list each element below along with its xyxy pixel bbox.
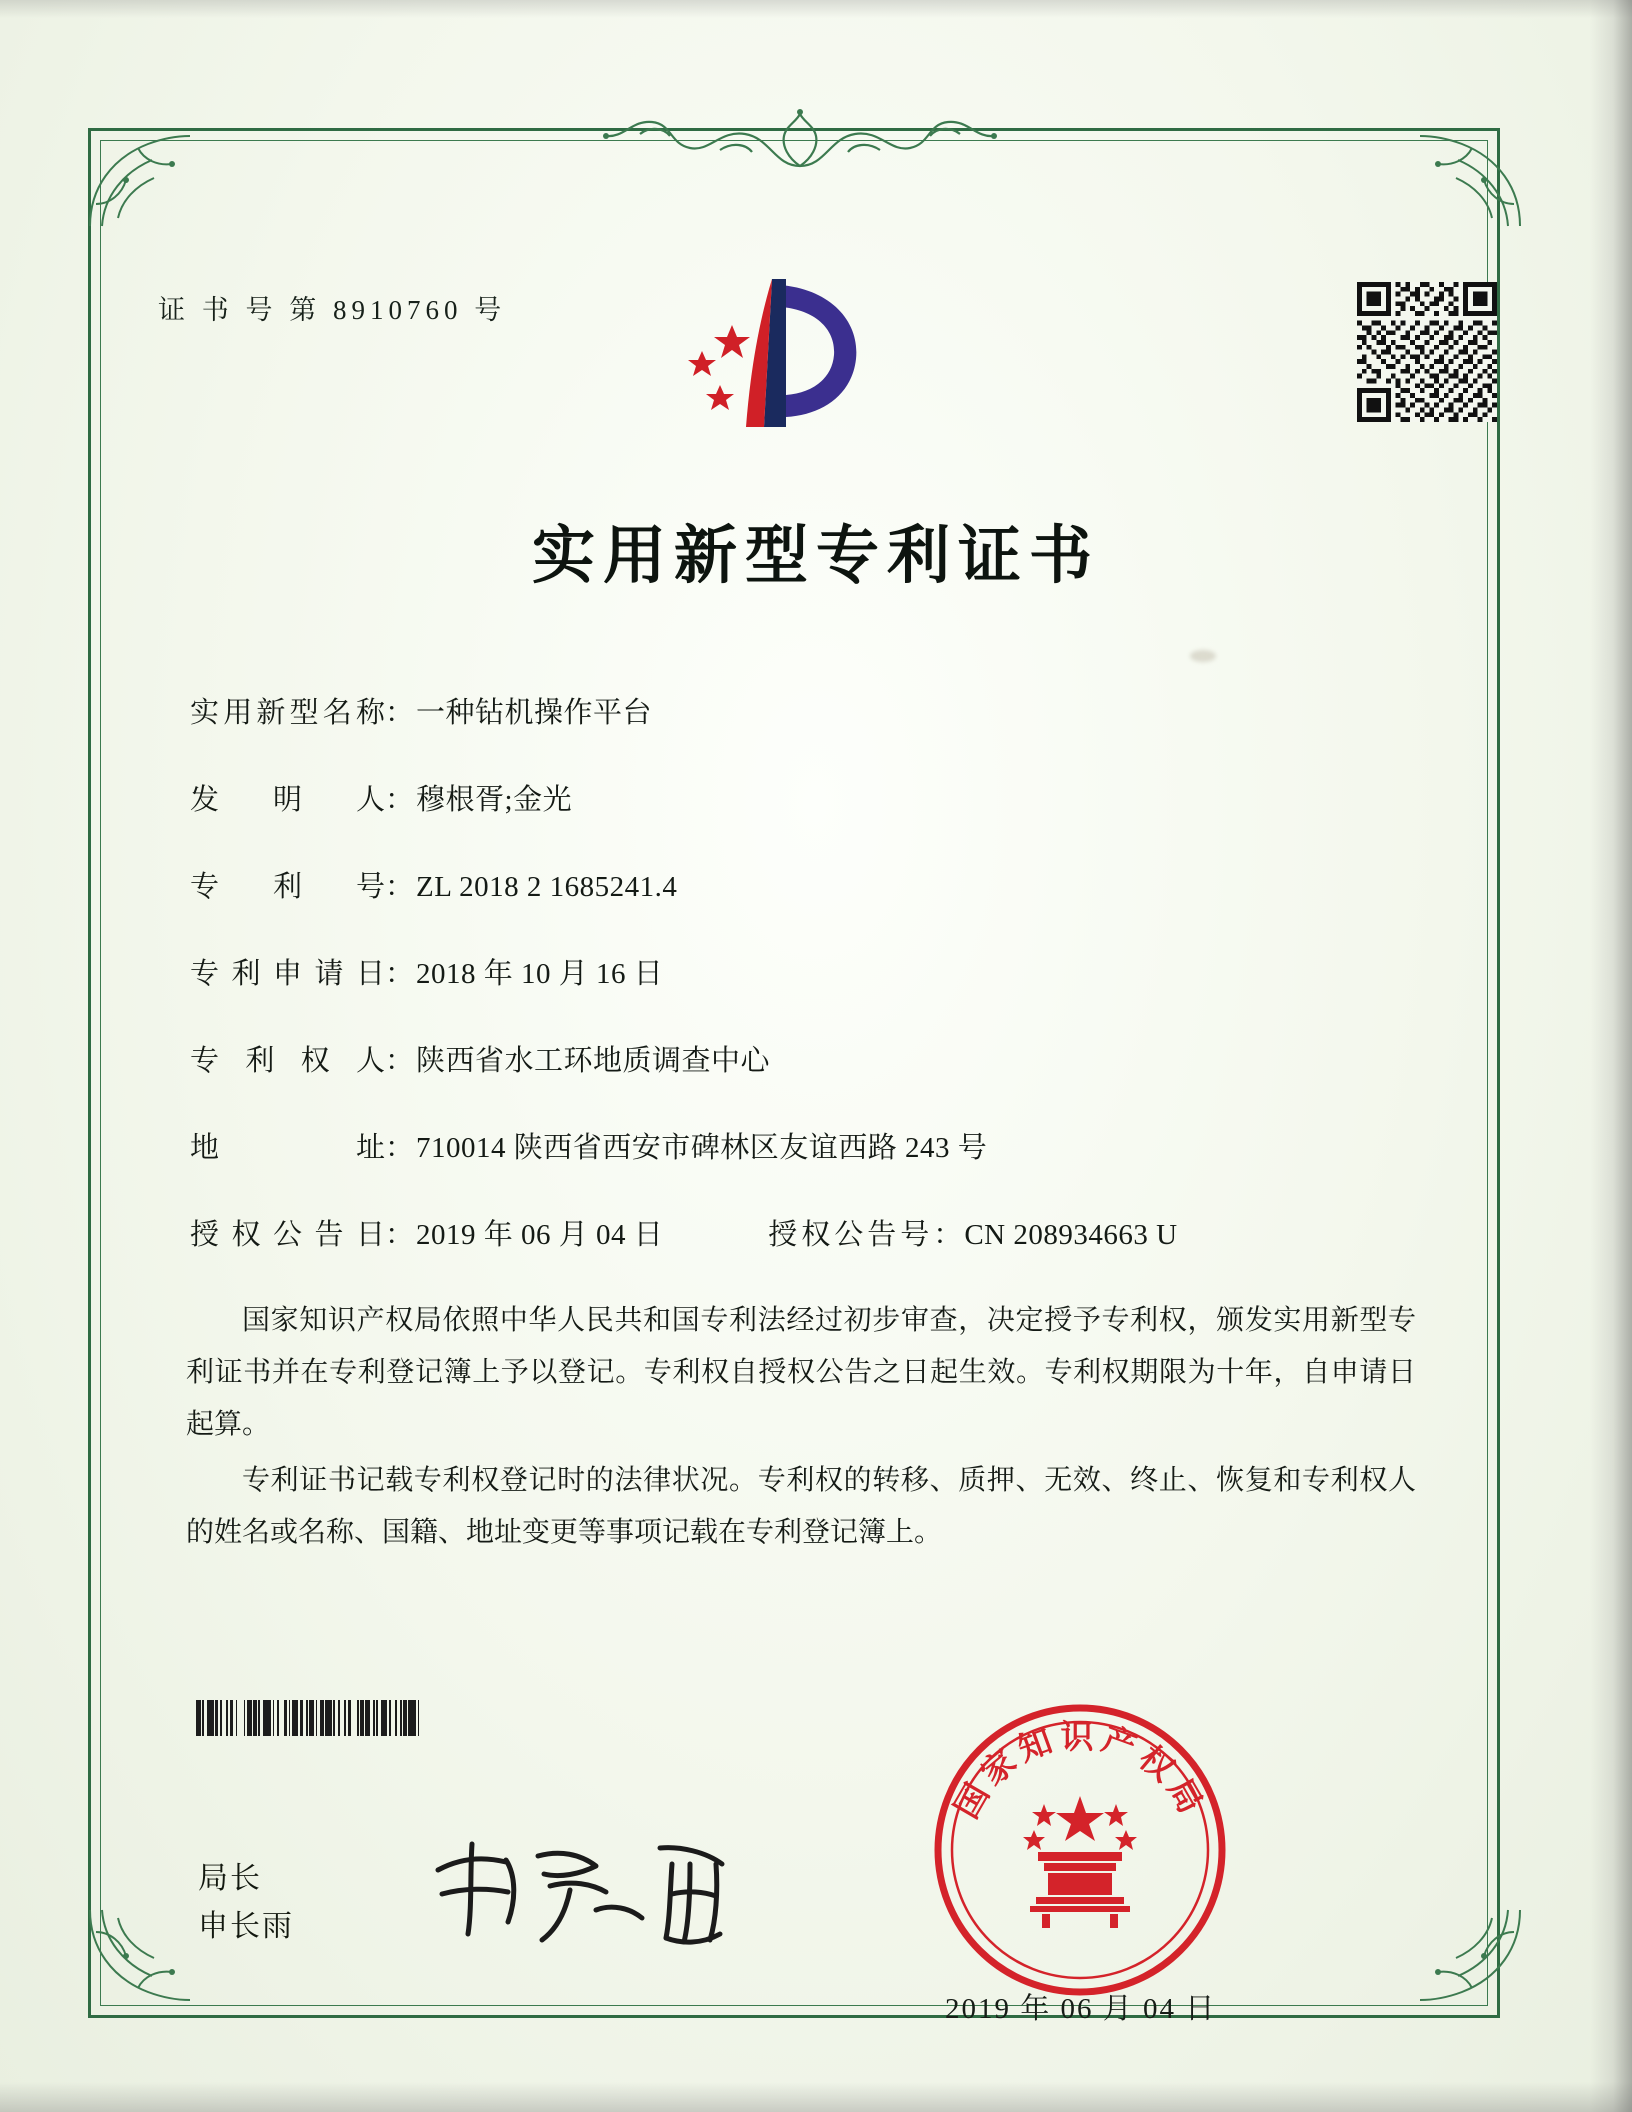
field-colon: ： [385, 871, 415, 903]
field-colon: ： [385, 784, 415, 816]
cnipa-logo-icon [660, 275, 920, 440]
field-value-grant-number: CN 208934663 U [964, 1219, 1178, 1251]
seal-text: 国家知识产权局 [949, 1720, 1211, 1825]
field-value: 2018 年 10 月 16 日 [416, 958, 664, 990]
field-colon: ： [385, 697, 415, 729]
legal-text [186, 1295, 1416, 1563]
field-label-grant-date: 授权公告日 [190, 1219, 385, 1251]
official-seal [930, 1700, 1230, 2000]
field-value: 穆根胥;金光 [416, 784, 573, 816]
scan-artifact [1190, 650, 1216, 662]
qr-code-icon [1357, 282, 1497, 422]
seal-date: 2019 年 06 月 04 日 [945, 1993, 1217, 2025]
handwritten-signature-icon [420, 1830, 750, 1960]
certificate-fields [190, 690, 1400, 1299]
barcode-bar [419, 1700, 422, 1736]
director-name: 申长雨 [198, 1910, 294, 1943]
field-value: 一种钻机操作平台 [416, 697, 653, 729]
certificate-number: 证 书 号 第 8910760 号 [158, 295, 507, 325]
field-colon: ： [385, 958, 415, 990]
field-row-patent-number [190, 864, 1400, 905]
field-row-application-date [190, 951, 1400, 992]
legal-paragraph-2: 专利证书记载专利权登记时的法律状况。专利权的转移、质押、无效、终止、恢复和专利权人的姓名或名称、国籍、地址变更等事项记载在专利登记簿上。 [186, 1465, 1416, 1548]
field-label: 实用新型名称 [190, 697, 385, 729]
field-colon: ： [385, 1132, 415, 1164]
legal-paragraph-1: 国家知识产权局依照中华人民共和国专利法经过初步审查，决定授予专利权，颁发实用新型专利证书并在专利登记簿上予以登记。专利权自授权公告之日起生效。专利权期限为十年，自申请日起算。 [186, 1305, 1416, 1440]
paper-edge-bottom [0, 2082, 1632, 2112]
field-row-address [190, 1125, 1400, 1166]
field-colon: ： [385, 1219, 415, 1251]
field-label: 专利号 [190, 871, 385, 903]
field-row-utility-model-name [190, 690, 1400, 731]
paper-edge-right [1590, 0, 1632, 2112]
field-label: 发明人 [190, 784, 385, 816]
field-row-grant-announcement [190, 1212, 1400, 1253]
barcode-bar [408, 1700, 416, 1736]
field-value: 710014 陕西省西安市碑林区友谊西路 243 号 [416, 1132, 988, 1164]
field-label: 专利权人 [190, 1045, 385, 1077]
field-label: 地址 [190, 1132, 385, 1164]
field-row-patentee [190, 1038, 1400, 1079]
paper-edge-top [0, 0, 1632, 18]
barcode-bar [263, 1700, 271, 1736]
director-block [198, 1855, 294, 1951]
field-row-inventor [190, 777, 1400, 818]
field-colon: ： [385, 1045, 415, 1077]
director-role-label: 局长 [198, 1862, 262, 1895]
field-value-grant-date: 2019 年 06 月 04 日 [416, 1219, 664, 1251]
field-label-grant-number: 授权公告号 [768, 1219, 934, 1251]
field-value: ZL 2018 2 1685241.4 [416, 871, 678, 903]
field-value: 陕西省水工环地质调查中心 [416, 1045, 771, 1077]
page-title: 实用新型专利证书 [532, 521, 1100, 591]
field-label: 专利申请日 [190, 958, 385, 990]
barcode [196, 1700, 596, 1736]
field-colon: ： [933, 1219, 963, 1251]
top-ornament-flourish [520, 108, 1080, 172]
